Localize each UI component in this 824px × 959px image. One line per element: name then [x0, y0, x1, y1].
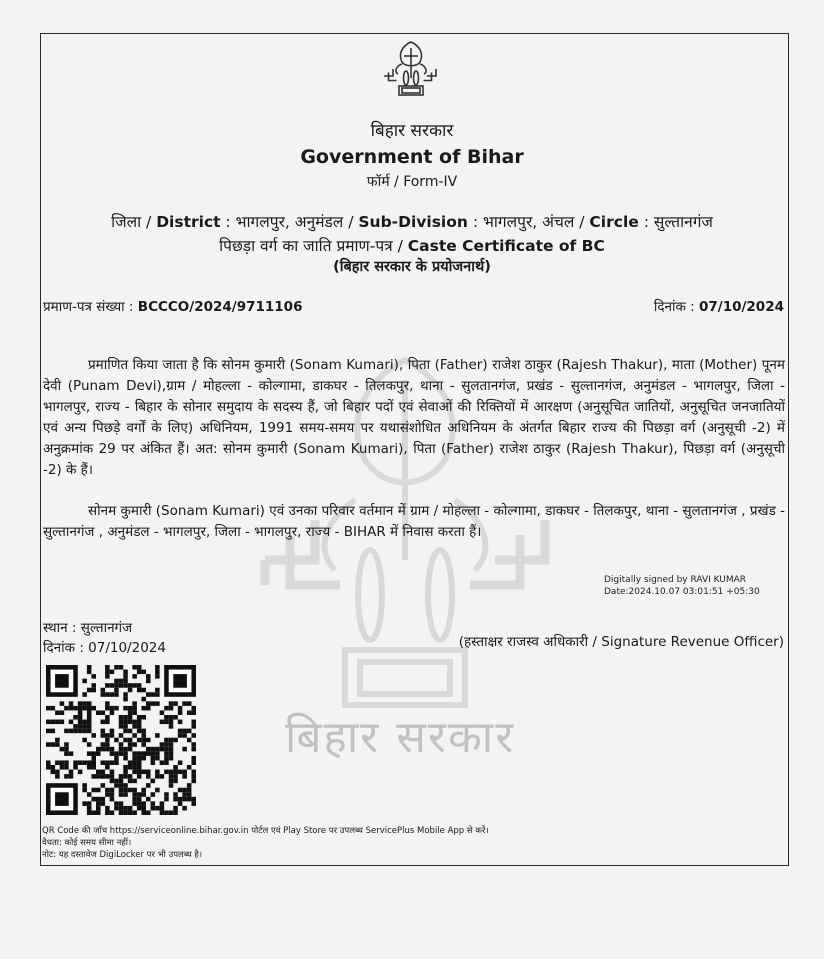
- certificate-number: प्रमाण-पत्र संख्या : BCCCO/2024/9711106: [43, 299, 303, 315]
- place-line: स्थान : सुल्तानगंज: [43, 620, 133, 636]
- watermark-text: बिहार सरकार: [285, 712, 516, 763]
- issue-date: दिनांक : 07/10/2024: [653, 299, 784, 315]
- validity-note: वैधता: कोई समय सीमा नहीं।: [42, 838, 132, 848]
- english-title: Government of Bihar: [300, 146, 524, 168]
- district-line: जिला / District : भागलपुर, अनुमंडल / Sub-Division : भागलपुर, अंचल / Circle : सुल्तानगंज: [111, 213, 713, 231]
- purpose-line: (बिहार सरकार के प्रयोजनार्थ): [333, 259, 491, 275]
- date-line: दिनांक : 07/10/2024: [43, 640, 166, 656]
- signature-officer: (हस्ताक्षर राजस्व अधिकारी / Signature Revenue Officer): [458, 634, 784, 650]
- hindi-title: बिहार सरकार: [370, 121, 454, 141]
- form-label: फॉर्म / Form-IV: [366, 174, 458, 190]
- certificate-body-paragraph-1: प्रमाणित किया जाता है कि सोनम कुमारी (Sonam Kumari), पिता (Father) राजेश ठाकुर (Rajesh Thakur), माता (Mother) पूनम देवी (Punam Devi),ग्राम / मोहल्ला - कोल्गामा, डाकघर - तिलकपुर, थाना - सुलतानगंज, प्रखंड - सुल्तानगंज, अनुमंडल - भागलपुर, जिला - भागलपुर, राज्य - बिहार के सोनार समुदाय के सदस्य हैं, जो बिहार पदों एवं सेवाओं की रिक्तियों में आरक्षण (अनुसूचित जातियों, अनुसूचित जनजातियों एवं अन्य पिछड़े वर्गों के लिए) अधिनियम, 1991 समय-समय पर यथासंशोधित अधिनियम के अंतर्गत बिहार राज्य की पिछड़ा वर्ग (अनुसूची -2) में अनुक्रमांक 29 पर अंकित हैं। अत: सोनम कुमारी (Sonam Kumari), पिता (Father) राजेश ठाकुर (Rajesh Thakur), पिछड़ा वर्ग (अनुसूची -2) के हैं।: [43, 357, 785, 478]
- certificate-body-paragraph-2: सोनम कुमारी (Sonam Kumari) एवं उनका परिवार वर्तमान में ग्राम / मोहल्ला - कोल्गामा, डाकघर - तिलकपुर, थाना - सुलतानगंज , प्रखंड - सुल्तानगंज , अनुमंडल - भागलपुर, जिला - भागलपुर, राज्य - BIHAR में निवास करता हैं।: [43, 503, 785, 540]
- digital-signature: Digitally signed by RAVI KUMAR Date:2024.10.07 03:01:51 +05:30: [604, 575, 760, 597]
- digilocker-note: नोट: यह दस्तावेज DigiLocker पर भी उपलब्ध है।: [42, 850, 203, 860]
- qr-code-icon: [46, 665, 196, 815]
- qr-note: QR Code की जाँच https://serviceonline.bihar.gov.in पोर्टल एवं Play Store पर उपलब्ध ServicePlus Mobile App से करें।: [42, 826, 489, 836]
- certificate-title: पिछड़ा वर्ग का जाति प्रमाण-पत्र / Caste Certificate of BC: [219, 237, 605, 255]
- bihar-emblem-icon: [380, 38, 442, 100]
